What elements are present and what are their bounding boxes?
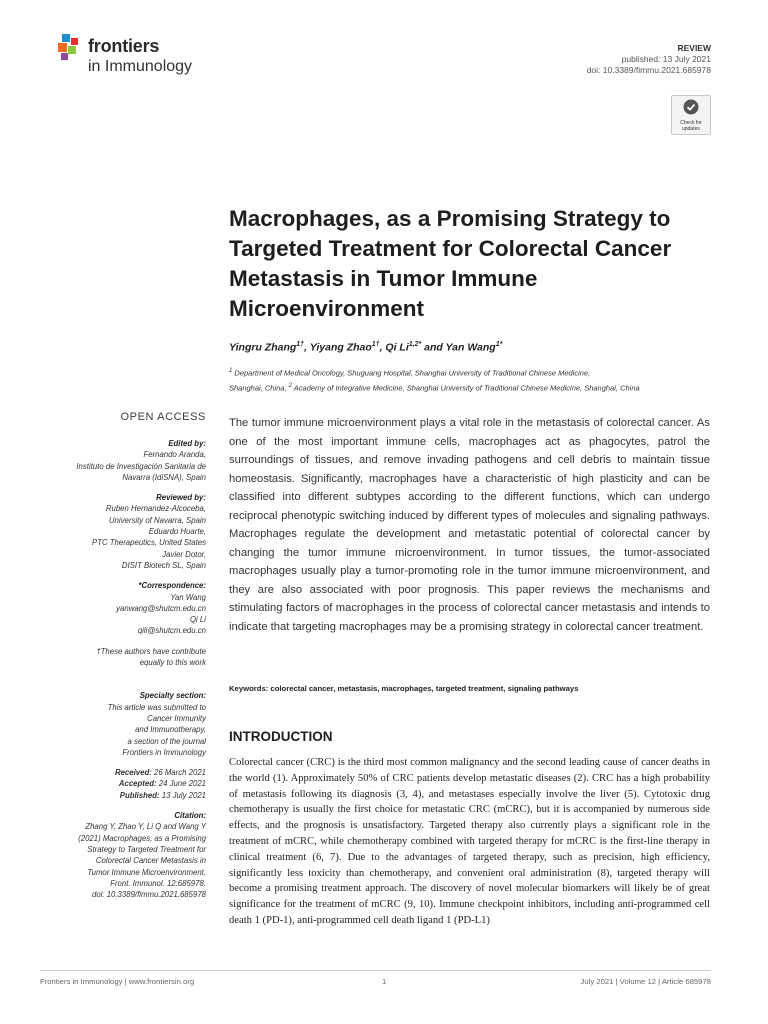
- citation-line: Tumor Immune Microenvironment.: [87, 867, 206, 877]
- footer-divider: [40, 970, 711, 971]
- reviewer-line: PTC Therapeutics, United States: [92, 538, 206, 548]
- specialty-line: and Immunotherapy,: [135, 725, 206, 735]
- date-label: Received:: [114, 768, 152, 778]
- received-date: [40, 767, 206, 778]
- specialty-line: This article was submitted to: [107, 702, 206, 712]
- check-label-2: updates: [682, 126, 700, 132]
- author-sup: 1*: [495, 341, 503, 348]
- citation-line: (2021) Macrophages, as a Promising: [78, 833, 206, 843]
- citation-line: Zhang Y, Zhao Y, Li Q and Wang Y: [85, 822, 206, 832]
- correspondence-name: Yan Wang: [170, 592, 206, 602]
- footer-journal-link[interactable]: Frontiers in Immunology | www.frontiersin.org: [40, 977, 195, 986]
- affiliation-line: Academy of Integrative Medicine, Shanghai University of Traditional Chinese Medicine, Shanghai, China: [291, 383, 640, 392]
- author-name[interactable]: Qi Li: [385, 341, 409, 354]
- author-sup: 1†: [296, 341, 305, 348]
- accepted-date: [40, 778, 206, 789]
- affiliation-line: Department of Medical Oncology, Shuguang Hospital, Shanghai University of Traditional Chinese Medicine,: [232, 368, 591, 378]
- date-value: 24 June 2021: [156, 779, 206, 789]
- author-sup: 1,2*: [408, 341, 422, 348]
- check-updates-icon: [683, 99, 699, 115]
- introduction-text: Colorectal cancer (CRC) is the third most common malignancy and the second leading cause of cancer deaths in the world (1). Approximately 50% of CRC patients develop metastatic diseases (2). CRC has a high probability of metastasis following its diagnosis (3, 4), and metastases especially involve the liver (5). Cytotoxic drug chemotherapy is usually the first choice for metastatic CRC (mCRC), but it is accompanied by numerous side effects, and the prognosis is unsatisfactory. Targeted therapy also currently plays a significant role in the treatment of mCRC, while chemotherapy combined with targeted therapy for mCRC is the first-line therapy in clinical treatment (6, 7). Due to the advantages of targeted therapy, such as precision, high efficiency, significantly less toxicity than chemotherapy, and convenient oral administration (8), targeted therapy will become a promising treatment approach. The discovery of novel molecular biomarkers will likely be of great significance for the treatment of mCRC (9, 10). Immune checkpoint inhibitors, including anti-programmed cell death 1 (PD-1), anti-programmed cell death ligand 1 (PD-L1): [229, 757, 710, 926]
- specialty-heading: Specialty section:: [139, 691, 206, 701]
- journal-subname: in Immunology: [88, 58, 193, 75]
- open-access-label: OPEN ACCESS: [120, 411, 206, 423]
- author-name[interactable]: Yiyang Zhao: [309, 341, 372, 354]
- citation-line: Strategy to Targeted Treatment for: [87, 844, 206, 854]
- date-label: Accepted:: [118, 779, 157, 789]
- author-name[interactable]: Yingru Zhang: [229, 341, 297, 354]
- page-number: 1: [382, 977, 387, 986]
- author-sup: 1†: [371, 341, 380, 348]
- affiliations: [229, 365, 719, 394]
- check-label-1: Check for: [680, 120, 702, 126]
- affiliation-sup: 2: [288, 382, 292, 389]
- article-meta: [587, 43, 711, 76]
- article-title: Macrophages, as a Promising Strategy to Targeted Treatment for Colorectal Cancer Metastasis in Tumor Immune Microenvironment: [229, 206, 672, 321]
- editor-line: Instituto de Investigación Sanitaria de: [76, 461, 206, 471]
- author-separator: and: [421, 341, 446, 354]
- article-type: REVIEW: [677, 43, 711, 53]
- reviewer-line: Ruben Hernandez-Alcoceba,: [105, 504, 206, 514]
- specialty-line: Frontiers in Immunology: [122, 747, 206, 757]
- article-doi[interactable]: doi: 10.3389/fimmu.2021.685978: [586, 65, 711, 75]
- equal-contribution-note: equally to this work: [139, 658, 206, 668]
- equal-contribution-note: †These authors have contribute: [96, 646, 206, 656]
- editor-line: Navarra (IdiSNA), Spain: [122, 472, 206, 482]
- reviewer-line: Javier Dotor,: [162, 549, 206, 559]
- specialty-line: Cancer Immunity: [147, 713, 206, 723]
- citation-heading: Citation:: [174, 811, 206, 821]
- correspondence-email[interactable]: qili@shutcm.edu.cn: [137, 626, 206, 636]
- specialty-line: a section of the journal: [127, 736, 206, 746]
- affiliation-sup: 1: [229, 368, 233, 374]
- journal-name: frontiers: [88, 36, 160, 56]
- introduction-heading: INTRODUCTION: [229, 729, 333, 744]
- citation-line: Front. Immunol. 12:685978.: [110, 878, 206, 888]
- frontiers-logo-icon: [56, 34, 84, 64]
- citation-line: Colorectal Cancer Metastasis in: [95, 856, 206, 866]
- editor-line: Fernando Aranda,: [143, 450, 206, 460]
- check-for-updates-badge[interactable]: [671, 95, 711, 135]
- author-name[interactable]: Yan Wang: [445, 341, 496, 354]
- published-date: published: 13 July 2021: [621, 54, 711, 64]
- published-date-sidebar: [40, 790, 206, 801]
- reviewer-line: DISIT Biotech SL, Spain: [121, 560, 206, 570]
- author-list: [229, 341, 502, 354]
- reviewer-line: University of Navarra, Spain: [108, 515, 206, 525]
- abstract: The tumor immune microenvironment plays a vital role in the metastasis of colorectal cancer. As one of the most important immune cells, macrophages act as phagocytes, patrol the surroundings of tissues, and remove invading pathogens and cell debris to maintain tissue homeostasis. Significantly, macrophages have a characteristic of high plasticity and can be classified into different subtypes according to the different functions, which can undergo reciprocal phenotypic switching induced by different types of molecules and signaling pathways. Macrophages regulate the development and metastatic potential of colorectal cancer by changing the tumor immune microenvironment. In tumor tissues, the tumor-associated macrophages usually play a tumor-promoting role in the tumor immune microenvironment, and they are also associated with poor prognosis. This paper reviews the mechanisms and stimulating factors of macrophages in the process of colorectal cancer metastasis and intends to indicate that targeting macrophages may be a promising strategy in colorectal cancer treatment.: [229, 417, 710, 633]
- correspondence-heading: *Correspondence:: [138, 581, 206, 591]
- author-separator: ,: [379, 341, 386, 354]
- reviewed-by-heading: Reviewed by:: [156, 493, 206, 503]
- citation-doi[interactable]: doi: 10.3389/fimmu.2021.685978: [91, 890, 206, 900]
- edited-by-heading: Edited by:: [168, 439, 206, 448]
- date-value: 13 July 2021: [159, 790, 206, 800]
- correspondence-email[interactable]: yanwang@shutcm.edu.cn: [116, 603, 206, 613]
- affiliation-line: Shanghai, China,: [229, 383, 289, 392]
- article-sidebar: [40, 410, 206, 900]
- footer-article-info: July 2021 | Volume 12 | Article 685978: [580, 977, 711, 986]
- reviewer-line: Eduardo Huarte,: [148, 527, 206, 537]
- date-label: Published:: [119, 790, 160, 800]
- correspondence-name: Qi Li: [189, 615, 206, 625]
- keywords: Keywords: colorectal cancer, metastasis, macrophages, targeted treatment, signaling pathways: [229, 684, 579, 693]
- author-separator: ,: [304, 341, 310, 354]
- journal-logo[interactable]: [56, 34, 226, 84]
- date-value: 26 March 2021: [151, 768, 206, 778]
